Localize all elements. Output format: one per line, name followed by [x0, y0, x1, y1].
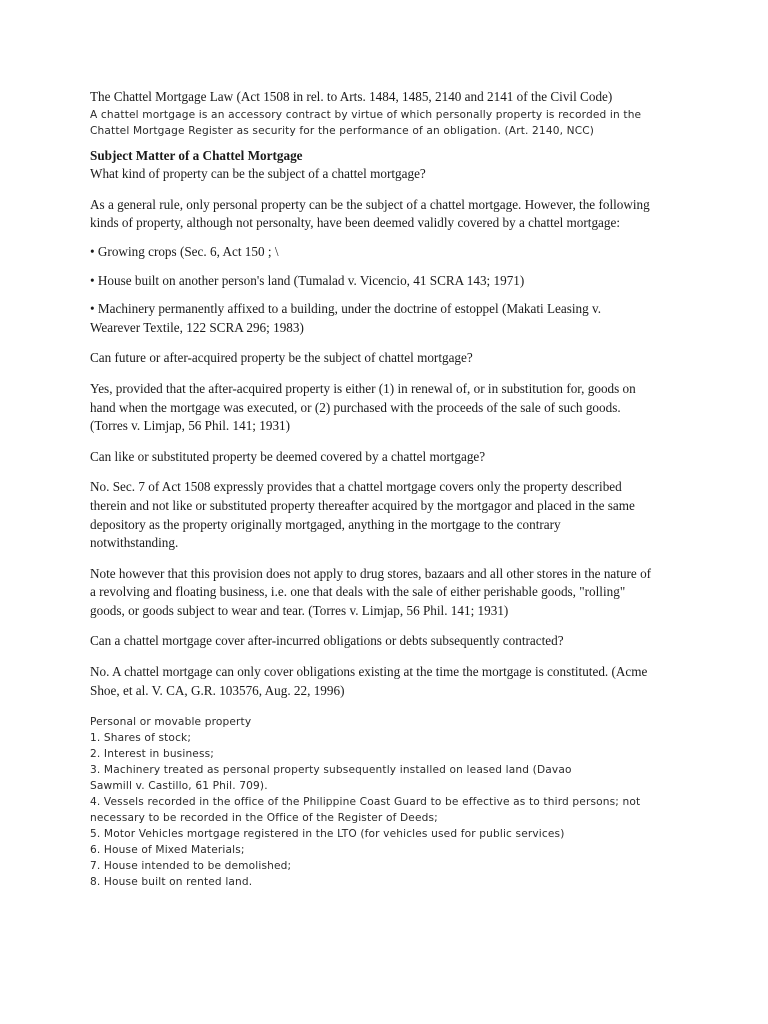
intro-paragraph [90, 107, 698, 139]
text-line: Shoe, et al. V. CA, G.R. 103576, Aug. 22, 1996) [90, 682, 345, 698]
bullet-item [90, 300, 698, 337]
list-item: 3. Machinery treated as personal property subsequently installed on leased land (Davao [90, 764, 572, 777]
note-paragraph [90, 565, 698, 621]
text-line: As a general rule, only personal property can be the subject of a chattel mortgage. However, the following [90, 196, 650, 212]
text-line: therein and not like or substituted property thereafter acquired by the mortgagor and placed in the same [90, 497, 635, 513]
answer-4 [90, 663, 698, 700]
text-line: Wearever Textile, 122 SCRA 296; 1983) [90, 319, 304, 335]
list-item: 4. Vessels recorded in the office of the Philippine Coast Guard to be effective as to third persons; not [90, 796, 641, 809]
text-line: (Torres v. Limjap, 56 Phil. 141; 1931) [90, 418, 291, 434]
text-line: goods, or goods subject to wear and tear. (Torres v. Limjap, 56 Phil. 141; 1931) [90, 602, 509, 618]
answer-3 [90, 478, 698, 552]
answer-1 [90, 196, 698, 233]
list-item: 1. Shares of stock; [90, 732, 192, 745]
text-line: • Machinery permanently affixed to a building, under the doctrine of estoppel (Makati Leasing v. [90, 301, 602, 317]
text-line: No. A chattel mortgage can only cover obligations existing at the time the mortgage is constituted. (Acme [90, 664, 648, 680]
text-line: kinds of property, although not personalty, have been deemed validly covered by a chattel mortgage: [90, 215, 621, 231]
text-line: hand when the mortgage was executed, or (2) purchased with the proceeds of the sale of such goods. [90, 399, 621, 415]
question-3: Can like or substituted property be deemed covered by a chattel mortgage? [90, 448, 486, 464]
text-line: a revolving and floating business, i.e. one that deals with the sale of either perishable goods, "rolling" [90, 584, 626, 600]
text-line: depository as the property originally mortgaged, anything in the mortgage to the contrary [90, 516, 561, 532]
text-line: No. Sec. 7 of Act 1508 expressly provides that a chattel mortgage covers only the property described [90, 479, 622, 495]
list-heading: Personal or movable property [90, 716, 252, 729]
property-list [90, 714, 698, 890]
document-title: The Chattel Mortgage Law (Act 1508 in rel. to Arts. 1484, 1485, 2140 and 2141 of the Civil Code) [90, 89, 613, 104]
list-item: necessary to be recorded in the Office of the Register of Deeds; [90, 812, 438, 825]
text-line: notwithstanding. [90, 535, 179, 551]
list-item: 2. Interest in business; [90, 748, 215, 761]
intro-line: Chattel Mortgage Register as security for the performance of an obligation. (Art. 2140, NCC) [90, 124, 595, 137]
bullet-item [90, 272, 698, 291]
answer-2 [90, 380, 698, 436]
question-4: Can a chattel mortgage cover after-incurred obligations or debts subsequently contracted? [90, 633, 564, 649]
text-line: • House built on another person's land (Tumalad v. Vicencio, 41 SCRA 143; 1971) [90, 272, 525, 288]
list-item: 7. House intended to be demolished; [90, 860, 292, 873]
bullet-item [90, 243, 698, 262]
text-line: • Growing crops (Sec. 6, Act 150 ; \ [90, 243, 279, 259]
intro-line: A chattel mortgage is an accessory contract by virtue of which personally property is recorded in the [90, 108, 642, 121]
question-1: What kind of property can be the subject of a chattel mortgage? [90, 166, 426, 182]
list-item: 6. House of Mixed Materials; [90, 844, 245, 857]
text-line: Yes, provided that the after-acquired property is either (1) in renewal of, or in substitution for, goods on [90, 380, 636, 396]
question-2: Can future or after-acquired property be the subject of chattel mortgage? [90, 350, 473, 366]
list-item: 5. Motor Vehicles mortgage registered in the LTO (for vehicles used for public services) [90, 828, 565, 841]
section-heading: Subject Matter of a Chattel Mortgage [90, 147, 303, 163]
list-item: Sawmill v. Castillo, 61 Phil. 709). [90, 780, 268, 793]
text-line: Note however that this provision does not apply to drug stores, bazaars and all other stores in the nature of [90, 565, 652, 581]
list-item: 8. House built on rented land. [90, 876, 253, 889]
